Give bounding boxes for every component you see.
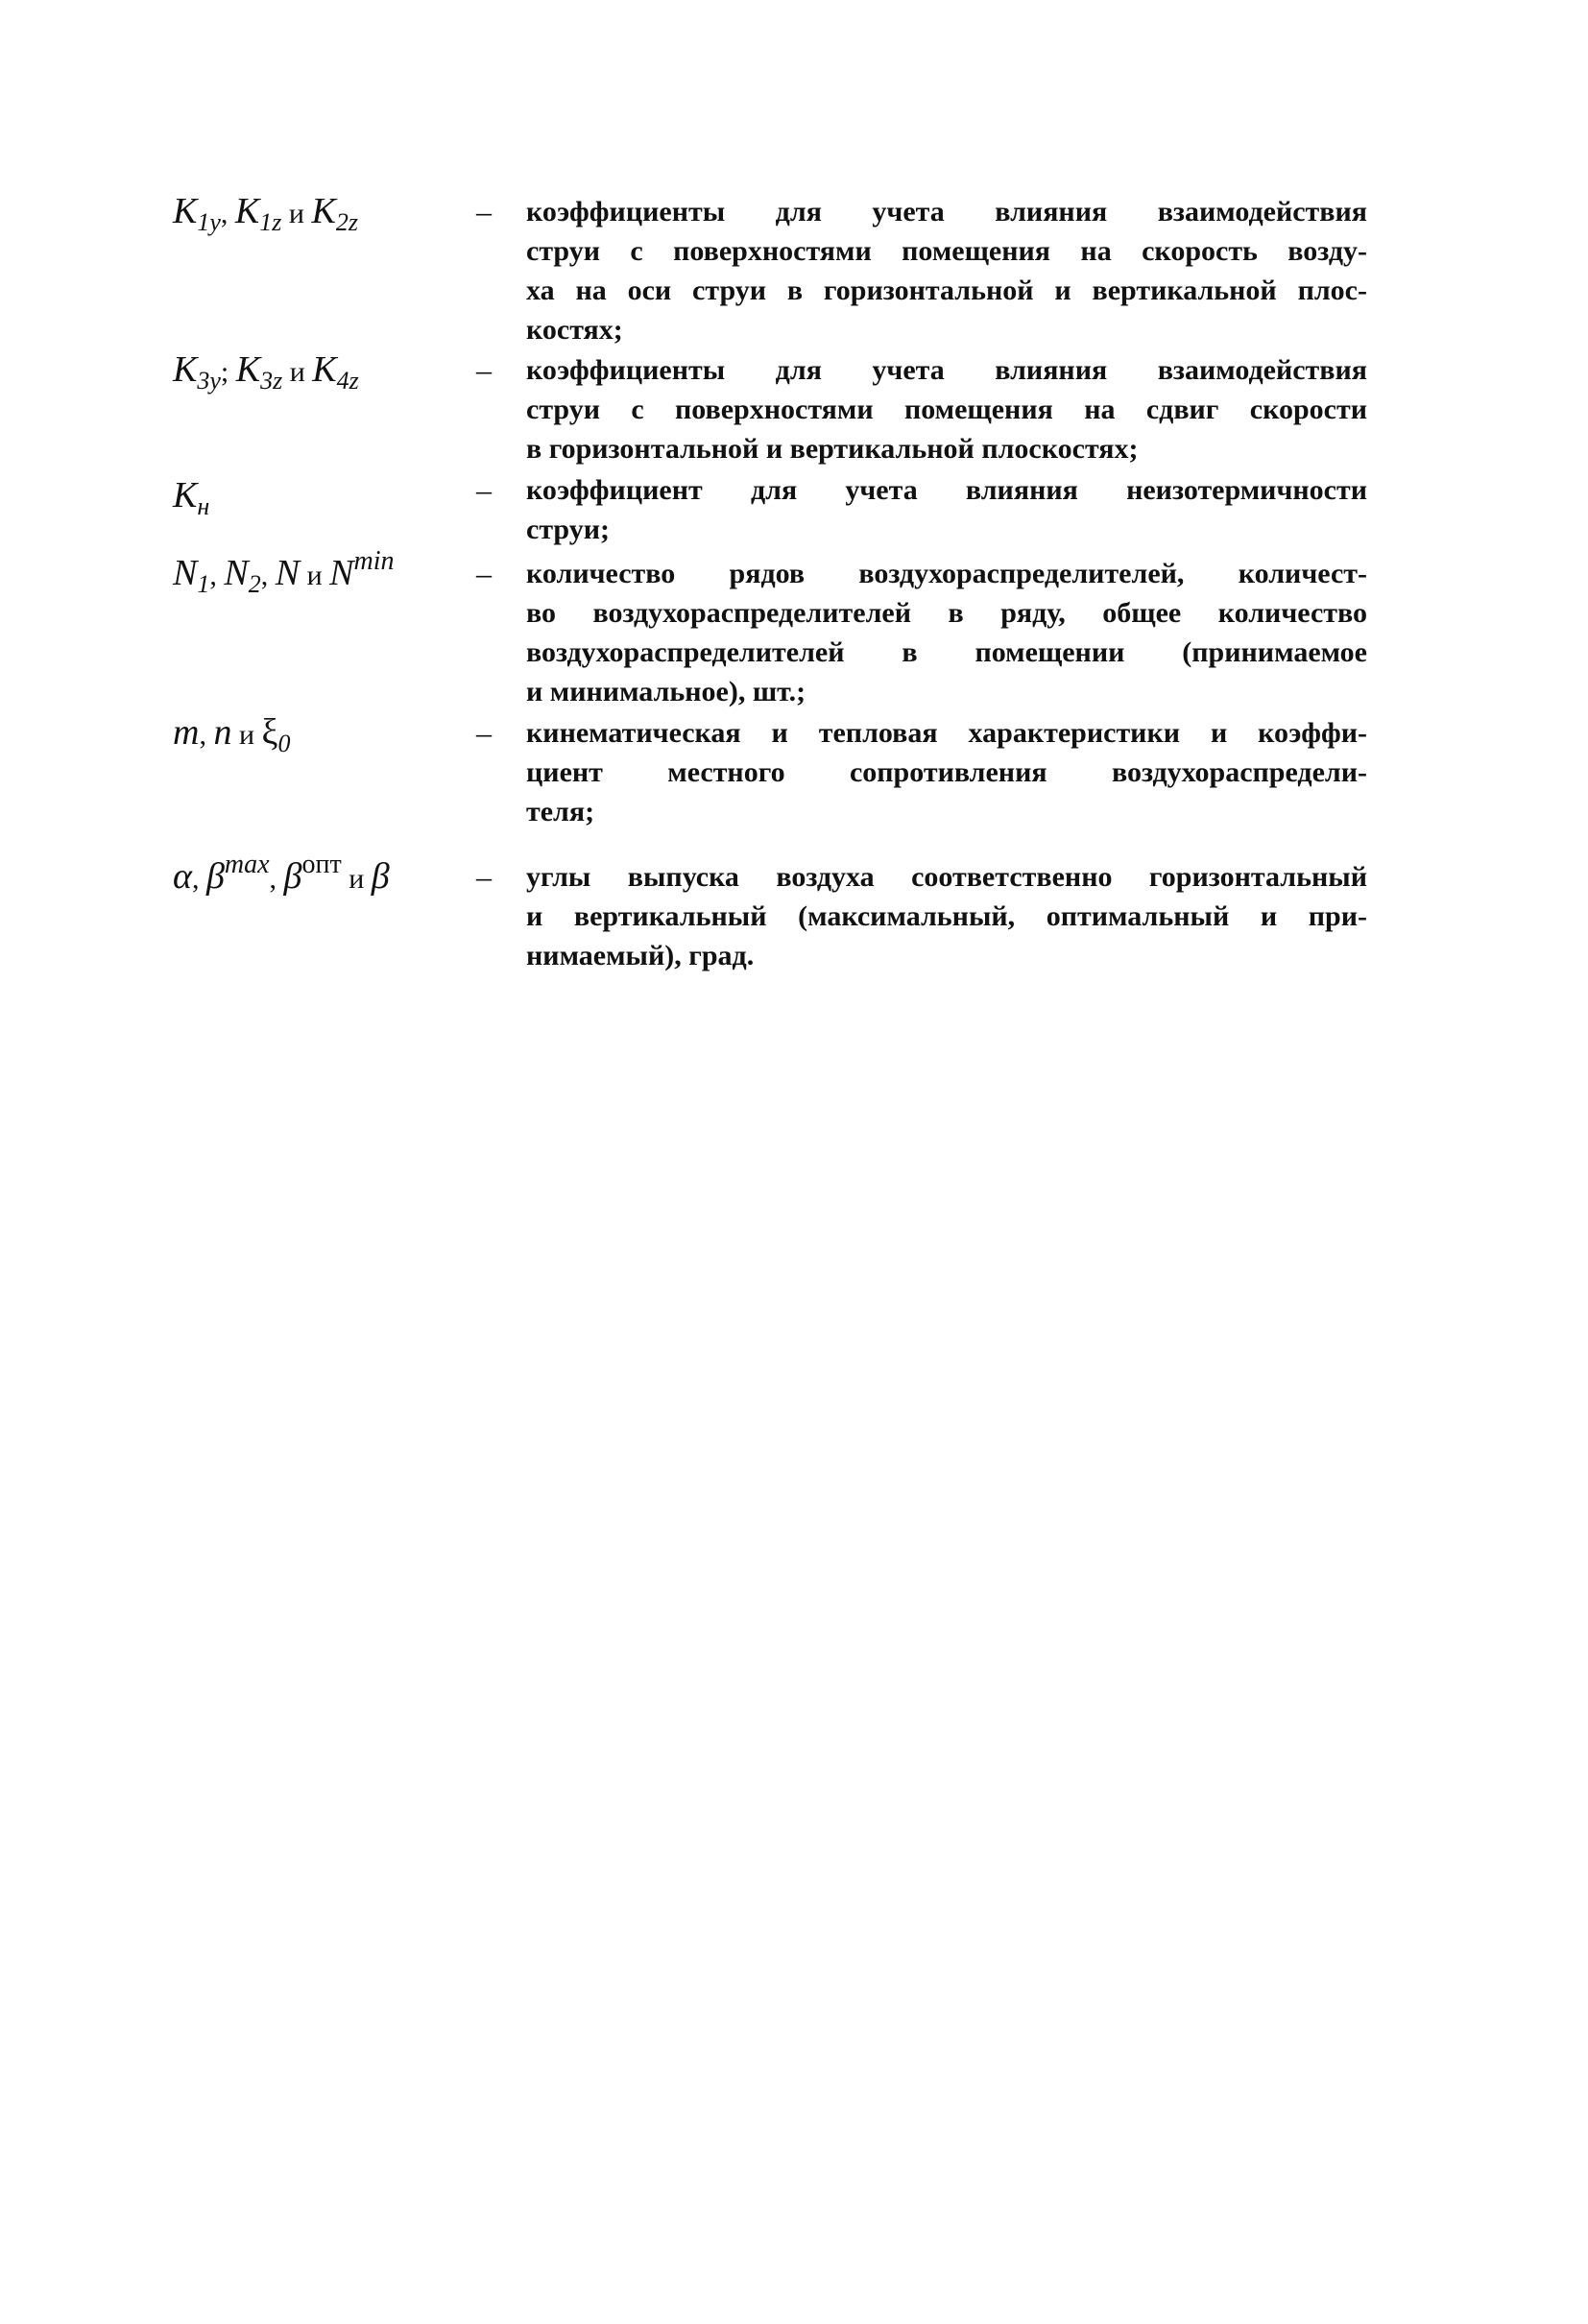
definition-text	[526, 470, 1367, 549]
text-line: в горизонтальной и вертикальной плоскостях;	[526, 433, 1139, 465]
symbol: m, n и $\xi_0$	[173, 712, 291, 757]
symbol: $K_н$	[173, 475, 210, 520]
text-line: коэффициенты для учета влияния взаимодействия	[526, 196, 1367, 228]
text-line: циент местного сопротивления воздухораспредели-	[526, 756, 1367, 788]
text-line: во воздухораспределителей в ряду, общее количество	[526, 597, 1367, 629]
text-line: струи с поверхностями помещения на скорость возду-	[526, 235, 1367, 267]
definition-text	[526, 350, 1367, 468]
dash: –	[476, 472, 492, 507]
definition-text	[526, 554, 1367, 711]
dash: –	[476, 556, 492, 590]
definition-text	[526, 192, 1367, 349]
dash: –	[476, 352, 492, 387]
text-line: нимаемый), град.	[526, 940, 755, 971]
text-line: углы выпуска воздуха соответственно горизонтальный	[526, 861, 1367, 893]
dash: –	[476, 859, 492, 894]
text-line: и вертикальный (максимальный, оптимальный и при-	[526, 900, 1367, 932]
text-line: коэффициенты для учета влияния взаимодействия	[526, 354, 1367, 386]
text-line: ха на оси струи в горизонтальной и вертикальной плос-	[526, 275, 1367, 306]
dash: –	[476, 715, 492, 750]
text-line: струи с поверхностями помещения на сдвиг скорости	[526, 394, 1367, 425]
text-line: коэффициент для учета влияния неизотермичности	[526, 474, 1367, 506]
symbol: $K_{3y}$; $K_{3z}$ и $K_{4z}$	[173, 349, 359, 395]
dash: –	[476, 194, 492, 228]
definition-text	[526, 713, 1367, 831]
text-line: воздухораспределителей в помещении (принимаемое	[526, 636, 1367, 668]
symbol: $N_1$, $N_2$, N и $N^{min}$	[173, 546, 395, 598]
text-line: количество рядов воздухораспределителей, количест-	[526, 558, 1367, 589]
text-line: костях;	[526, 314, 623, 346]
text-line: струи;	[526, 514, 610, 545]
text-line: теля;	[526, 796, 595, 827]
text-line: и минимальное), шт.;	[526, 676, 806, 707]
symbol: α, $\beta^{max}$, $\beta^{опт}$ и β	[173, 850, 390, 897]
symbol: $K_{1y}$, $K_{1z}$ и $K_{2z}$	[173, 191, 358, 236]
text-line: кинематическая и тепловая характеристики и коэффи-	[526, 717, 1367, 749]
definition-text	[526, 857, 1367, 975]
